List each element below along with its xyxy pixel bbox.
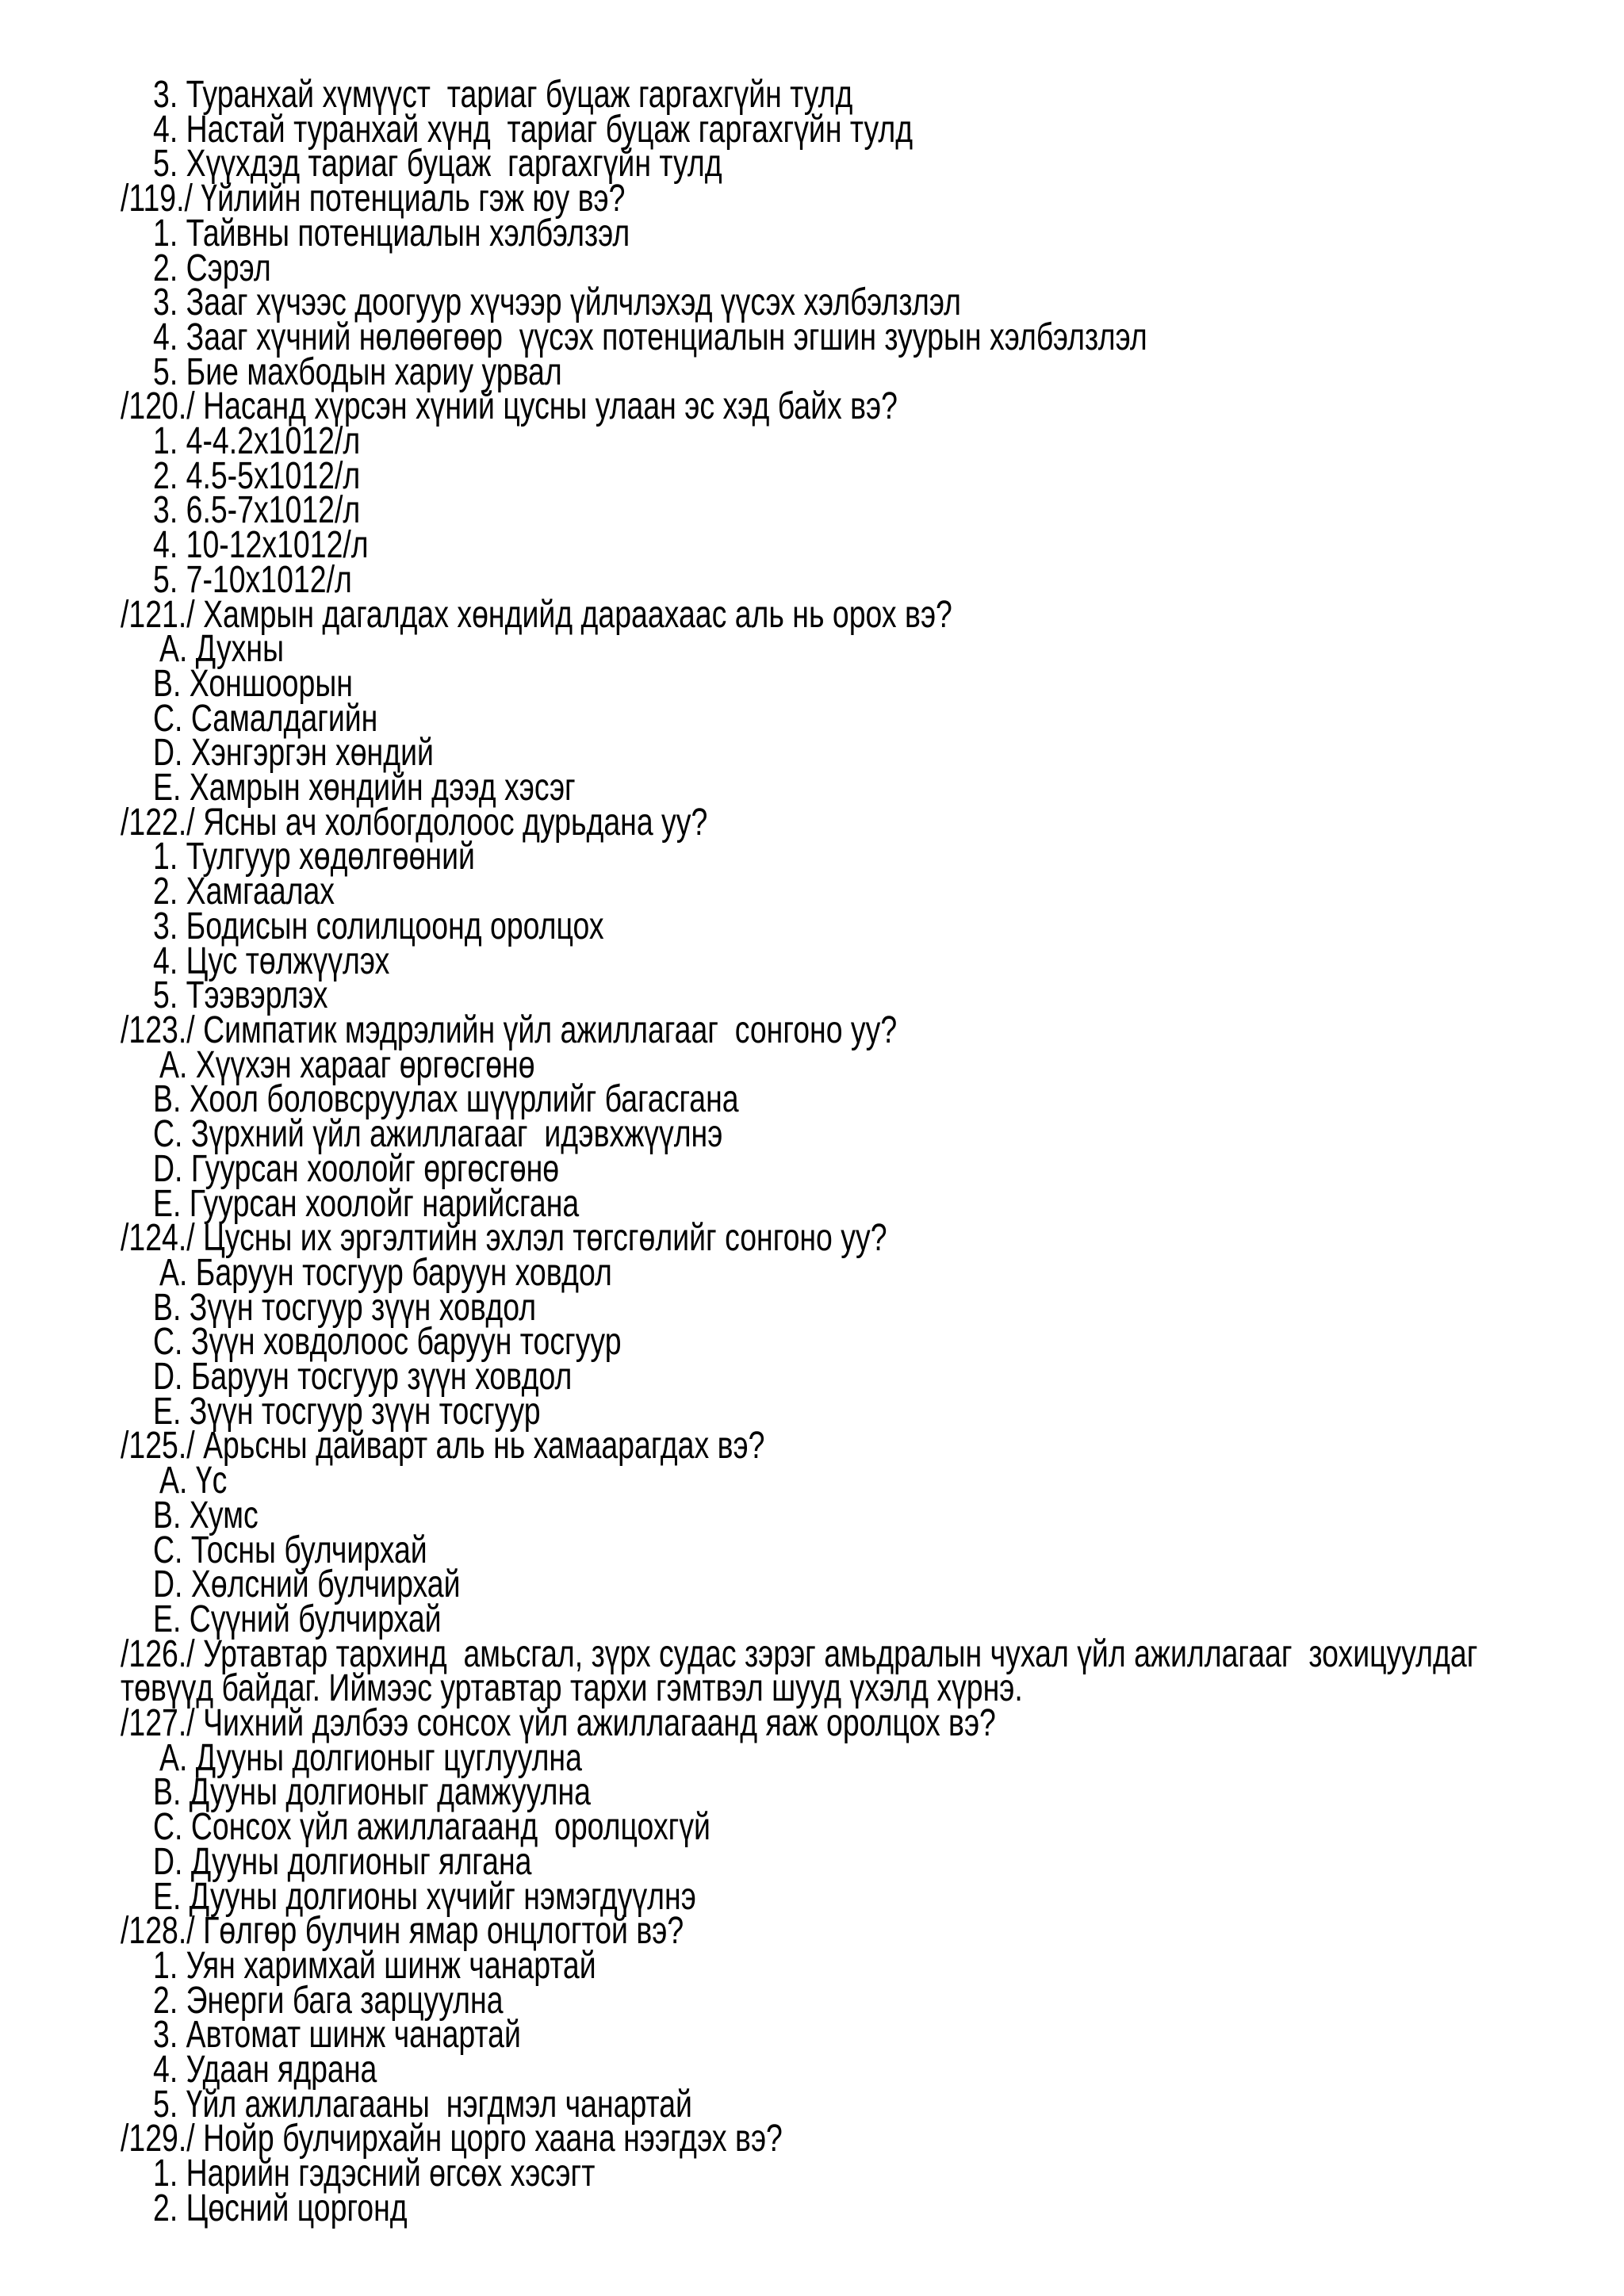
option-line bbox=[0, 1043, 1624, 1086]
option-line bbox=[0, 1771, 1624, 1814]
line-text: 5. Хүүхдэд тариаг буцаж гаргахгүйн тулд bbox=[153, 143, 722, 186]
option-line bbox=[0, 558, 1624, 601]
line-text: төвүүд байдаг. Иймээс уртавтар тархи гэмтвэл шууд үхэлд хүрнэ. bbox=[121, 1667, 1023, 1710]
option-line bbox=[0, 1321, 1624, 1364]
line-text: B. Хоол боловсруулах шүүрлийг багасгана bbox=[153, 1078, 739, 1121]
option-line bbox=[0, 974, 1624, 1017]
line-text: 3. Зааг хүчээс доогуур хүчээр үйлчлэхэд үүсэх хэлбэлзлэл bbox=[153, 281, 962, 324]
option-line bbox=[0, 767, 1624, 809]
line-text: D. Хэнгэргэн хөндий bbox=[153, 732, 434, 775]
line-text: D. Хөлсний булчирхай bbox=[153, 1563, 461, 1606]
line-text: D. Дууны долгионыг ялгана bbox=[153, 1840, 532, 1883]
line-text: A. Баруун тосгуур баруун ховдол bbox=[159, 1251, 612, 1294]
option-line bbox=[0, 1875, 1624, 1918]
line-text: E. Дууны долгионы хүчийг нэмэгдүүлнэ bbox=[153, 1875, 696, 1918]
option-line bbox=[0, 2014, 1624, 2057]
option-line bbox=[0, 1286, 1624, 1329]
question-line bbox=[0, 1702, 1624, 1745]
line-text: /125./ Арьсны дайварт аль нь хамаарагдах вэ? bbox=[121, 1425, 765, 1468]
option-line bbox=[0, 836, 1624, 878]
line-text: 2. Хамгаалах bbox=[153, 871, 335, 913]
line-text: A. Дууны долгионыг цуглуулна bbox=[159, 1736, 582, 1779]
option-line bbox=[0, 1736, 1624, 1779]
option-line bbox=[0, 939, 1624, 982]
line-text: D. Баруун тосгуур зүүн ховдол bbox=[153, 1356, 573, 1399]
line-text: 2. Цөсний цоргонд bbox=[153, 2187, 408, 2229]
option-line bbox=[0, 732, 1624, 775]
line-text: /119./ Үйлийн потенциаль гэж юу вэ? bbox=[121, 178, 626, 220]
option-line bbox=[0, 662, 1624, 705]
option-line bbox=[0, 1979, 1624, 2022]
question-line bbox=[0, 2118, 1624, 2160]
option-line bbox=[0, 2049, 1624, 2091]
line-text: E. Сүүний булчирхай bbox=[153, 1598, 442, 1640]
line-text: C. Сонсох үйл ажиллагаанд оролцохгүй bbox=[153, 1806, 710, 1849]
option-line bbox=[0, 1147, 1624, 1190]
question-line-continuation bbox=[0, 1667, 1624, 1710]
line-text: A. Хүүхэн харааг өргөсгөнө bbox=[159, 1043, 535, 1086]
line-text: B. Хоншоорын bbox=[153, 662, 353, 705]
option-line bbox=[0, 420, 1624, 463]
line-text: A. Духны bbox=[159, 628, 284, 671]
line-text: 1. Тулгуур хөдөлгөөний bbox=[153, 836, 475, 878]
option-line bbox=[0, 2187, 1624, 2229]
line-text: 2. Сэрэл bbox=[153, 247, 271, 289]
option-line bbox=[0, 212, 1624, 254]
line-text: D. Гуурсан хоолойг өргөсгөнө bbox=[153, 1147, 560, 1190]
line-text: 1. Нарийн гэдэсний өгсөх хэсэгт bbox=[153, 2152, 596, 2195]
question-line bbox=[0, 1425, 1624, 1468]
line-text: /122./ Ясны ач холбогдолоос дурьдана уу? bbox=[121, 801, 708, 844]
line-text: 3. Автомат шинж чанартай bbox=[153, 2014, 521, 2057]
line-text: /120./ Насанд хүрсэн хүний цусны улаан эс хэд байх вэ? bbox=[121, 385, 898, 428]
option-line bbox=[0, 1356, 1624, 1399]
line-text: B. Дууны долгионыг дамжуулна bbox=[153, 1771, 591, 1814]
line-text: 4. 10-12x1012/л bbox=[153, 524, 369, 567]
option-line bbox=[0, 316, 1624, 358]
line-text: 3. Бодисын солилцоонд оролцох bbox=[153, 905, 604, 947]
option-line bbox=[0, 247, 1624, 289]
question-line bbox=[0, 1632, 1624, 1675]
option-line bbox=[0, 2083, 1624, 2126]
line-text: E. Зүүн тосгуур зүүн тосгуур bbox=[153, 1390, 541, 1433]
line-text: /129./ Нойр булчирхайн цорго хаана нээгдэх вэ? bbox=[121, 2118, 783, 2160]
option-line bbox=[0, 524, 1624, 567]
line-text: 5. Үйл ажиллагааны нэгдмэл чанартай bbox=[153, 2083, 692, 2126]
option-line bbox=[0, 143, 1624, 186]
line-text: E. Хамрын хөндийн дээд хэсэг bbox=[153, 767, 576, 809]
line-text: 1. Уян харимхай шинж чанартай bbox=[153, 1944, 596, 1987]
line-text: /121./ Хамрын дагалдах хөндийд дараахаас аль нь орох вэ? bbox=[121, 593, 952, 636]
line-text: 1. Тайвны потенциалын хэлбэлзэл bbox=[153, 212, 630, 254]
option-line bbox=[0, 1078, 1624, 1121]
option-line bbox=[0, 1840, 1624, 1883]
line-text: C. Самалдагийн bbox=[153, 697, 378, 740]
option-line bbox=[0, 1944, 1624, 1987]
quiz-question-list bbox=[0, 74, 1624, 2229]
option-line bbox=[0, 1182, 1624, 1225]
line-text: A. Үс bbox=[159, 1460, 228, 1502]
line-text: 3. 6.5-7x1012/л bbox=[153, 489, 361, 532]
question-line bbox=[0, 1008, 1624, 1051]
option-line bbox=[0, 108, 1624, 151]
option-line bbox=[0, 628, 1624, 671]
line-text: /128./ Гөлгөр булчин ямар онцлогтой вэ? bbox=[121, 1910, 684, 1953]
option-line bbox=[0, 871, 1624, 913]
option-line bbox=[0, 1806, 1624, 1849]
option-line bbox=[0, 1598, 1624, 1640]
question-line bbox=[0, 1217, 1624, 1260]
option-line bbox=[0, 905, 1624, 947]
line-text: C. Зүрхний үйл ажиллагааг идэвхжүүлнэ bbox=[153, 1113, 723, 1156]
line-text: 5. Бие махбодын хариу урвал bbox=[153, 350, 562, 393]
question-line bbox=[0, 178, 1624, 220]
option-line bbox=[0, 1529, 1624, 1571]
line-text: 1. 4-4.2x1012/л bbox=[153, 420, 361, 463]
line-text: B. Зүүн тосгуур зүүн ховдол bbox=[153, 1286, 537, 1329]
option-line bbox=[0, 2152, 1624, 2195]
line-text: /127./ Чихний дэлбээ сонсох үйл ажиллагаанд яаж оролцох вэ? bbox=[121, 1702, 996, 1745]
line-text: 3. Туранхай хүмүүст тариаг буцаж гаргахгүйн тулд bbox=[153, 74, 853, 116]
option-line bbox=[0, 489, 1624, 532]
option-line bbox=[0, 1113, 1624, 1156]
question-line bbox=[0, 1910, 1624, 1953]
line-text: C. Зүүн ховдолоос баруун тосгуур bbox=[153, 1321, 622, 1364]
line-text: /123./ Симпатик мэдрэлийн үйл ажиллагааг сонгоно уу? bbox=[121, 1008, 898, 1051]
option-line bbox=[0, 1494, 1624, 1536]
line-text: 4. Цус төлжүүлэх bbox=[153, 939, 390, 982]
line-text: 4. Удаан ядрана bbox=[153, 2049, 377, 2091]
line-text: 5. Тээвэрлэх bbox=[153, 974, 328, 1017]
line-text: 2. 4.5-5x1012/л bbox=[153, 454, 361, 497]
line-text: 5. 7-10x1012/л bbox=[153, 558, 352, 601]
option-line bbox=[0, 74, 1624, 116]
option-line bbox=[0, 1460, 1624, 1502]
question-line bbox=[0, 801, 1624, 844]
option-line bbox=[0, 350, 1624, 393]
question-line bbox=[0, 385, 1624, 428]
line-text: C. Тосны булчирхай bbox=[153, 1529, 427, 1571]
line-text: 2. Энерги бага зарцуулна bbox=[153, 1979, 504, 2022]
option-line bbox=[0, 1390, 1624, 1433]
line-text: 4. Настай туранхай хүнд тариаг буцаж гаргахгүйн тулд bbox=[153, 108, 914, 151]
option-line bbox=[0, 1563, 1624, 1606]
line-text: /124./ Цусны их эргэлтийн эхлэл төгсгөлийг сонгоно уу? bbox=[121, 1217, 887, 1260]
line-text: 4. Зааг хүчний нөлөөгөөр үүсэх потенциалын эгшин зуурын хэлбэлзлэл bbox=[153, 316, 1147, 358]
line-text: B. Хумс bbox=[153, 1494, 259, 1536]
option-line bbox=[0, 1251, 1624, 1294]
option-line bbox=[0, 281, 1624, 324]
question-line bbox=[0, 593, 1624, 636]
option-line bbox=[0, 454, 1624, 497]
line-text: E. Гуурсан хоолойг нарийсгана bbox=[153, 1182, 580, 1225]
option-line bbox=[0, 697, 1624, 740]
line-text: /126./ Уртавтар тархинд амьсгал, зүрх судас зэрэг амьдралын чухал үйл ажиллагааг зохицуулдаг bbox=[121, 1632, 1478, 1675]
